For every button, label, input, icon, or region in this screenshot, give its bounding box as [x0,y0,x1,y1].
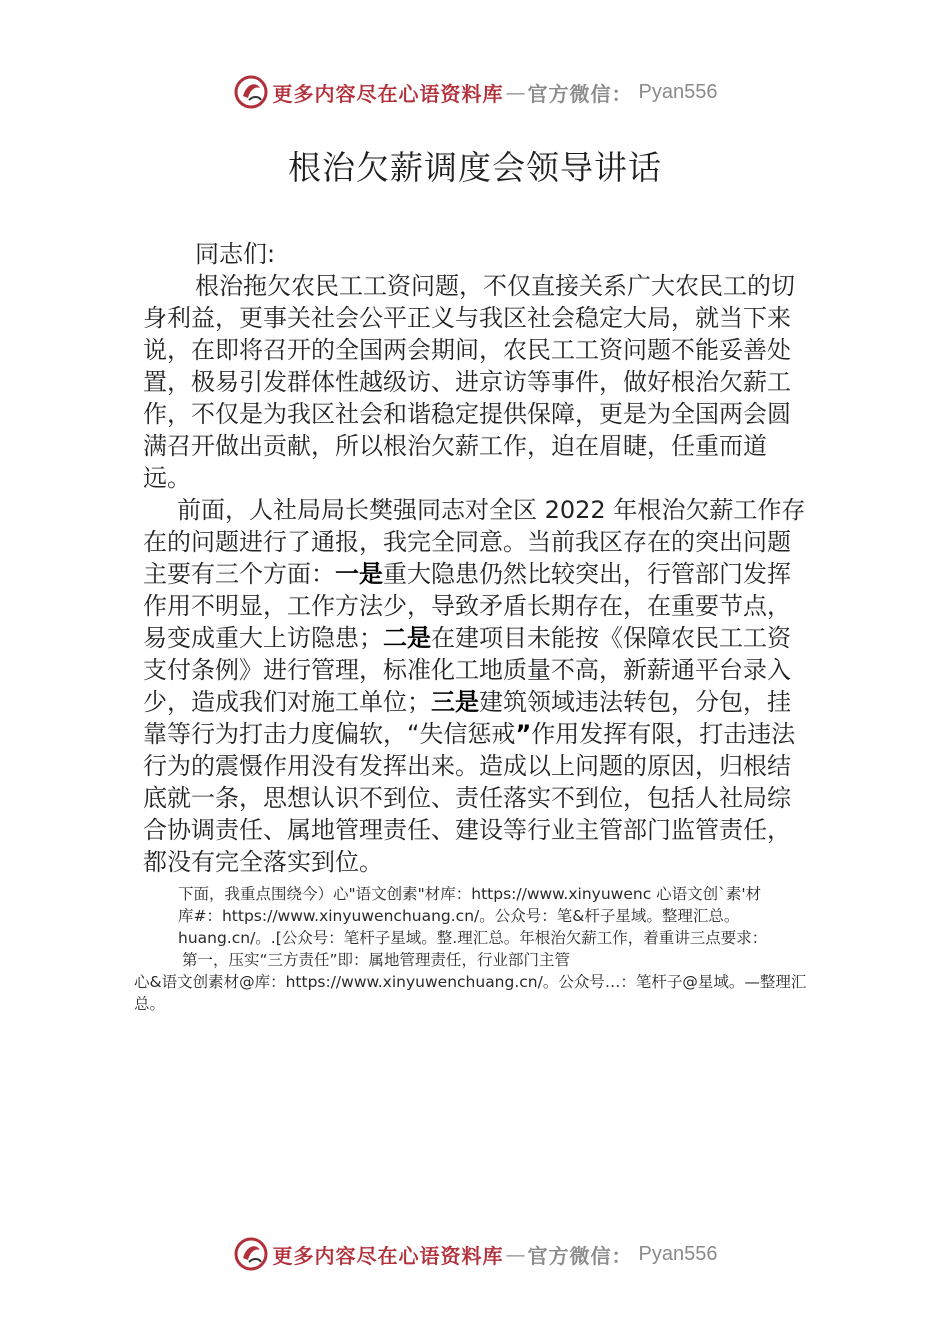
banner-separator: — [505,80,526,104]
point-three-label: 三是 [431,688,479,716]
banner-wechat-id: Pyan556 [638,1242,718,1265]
banner-text: 更多内容尽在心语资料库 [272,81,504,106]
header-watermark-banner [0,72,950,112]
point-two-text: 在建项目未能按《保障农民工工资支付条例》进行管理，标准化工地质量不高，新薪通平台录入少，造成我们对施工单位； [143,624,791,716]
logo-icon [233,1236,269,1272]
note-line-5: 心&语文创素材@库：https://www.xinyuwenchuang.cn/。公众号…：笔杆子@星域。—整理汇总。 [134,973,807,1013]
point-one-label: 一是 [335,560,383,588]
document-body [143,238,811,878]
note-line-3: huang.cn/。.[公众号：笔杆子星域。整.理汇总。年根治欠薪工作，着重讲三点要求： [178,929,768,947]
banner-text: 更多内容尽在心语资料库 [272,1243,504,1268]
point-two-label: 二是 [383,624,431,652]
banner-wechat-label: 官方微信： [527,1243,633,1268]
point-one-text: 重大隐患仍然比较突出，行管部门发挥作用不明显，工作方法少，导致矛盾长期存在，在重要节点，易变成重大上访隐患； [143,560,791,652]
greeting: 同志们: [195,240,276,268]
footer-watermark-banner [0,1234,950,1274]
paragraph-2-intro: 前面，人社局局长樊强同志对全区 2022 年根治欠薪工作存在的问题进行了通报，我完全同意。当前我区存在的突出问题主要有三个方面： [143,496,806,588]
document-title: 根治欠薪调度会领导讲话 [288,148,662,187]
paragraph-2 [143,494,811,878]
paragraph-1: 根治拖欠农民工工资问题，不仅直接关系广大农民工的切身利益，更事关社会公平正义与我区社会稳定大局，就当下来说，在即将召开的全国两会期间，农民工工资问题不能妥善处置，极易引发群体性越级访、进京访等事件，做好根治欠薪工作，不仅是为我区社会和谐稳定提供保障，更是为全国两会圆满召开做出贡献，所以根治欠薪工作，迫在眉睫，任重而道远。 [143,272,795,492]
note-line-1: 下面，我重点围绕今）心"语文创素"材库：https://www.xinyuwenc 心语文创`素'材 [178,885,762,903]
note-line-4: 第一，压实“三方责任”即：属地管理责任，行业部门主管 [182,951,571,969]
watermark-notes [134,883,830,1015]
banner-separator: — [505,1242,526,1266]
banner-wechat-id: Pyan556 [638,80,718,103]
banner-wechat-label: 官方微信： [527,81,633,106]
note-line-2: 库#：https://www.xinyuwenchuang.cn/。公众号：笔&杆子星域。整理汇总。 [178,907,740,925]
closing-quote: ” [515,720,532,748]
point-three-text: 建筑领域违法转包，分包，挂靠等行为打击力度偏软，“失信惩戒 [143,688,791,748]
logo-icon [233,74,269,110]
paragraph-2-conclusion: 作用发挥有限，打击违法行为的震慑作用没有发挥出来。造成以上问题的原因，归根结底就一条，思想认识不到位、责任落实不到位，包括人社局综合协调责任、属地管理责任、建设等行业主管部门监管责任，都没有完全落实到位。 [143,720,796,876]
